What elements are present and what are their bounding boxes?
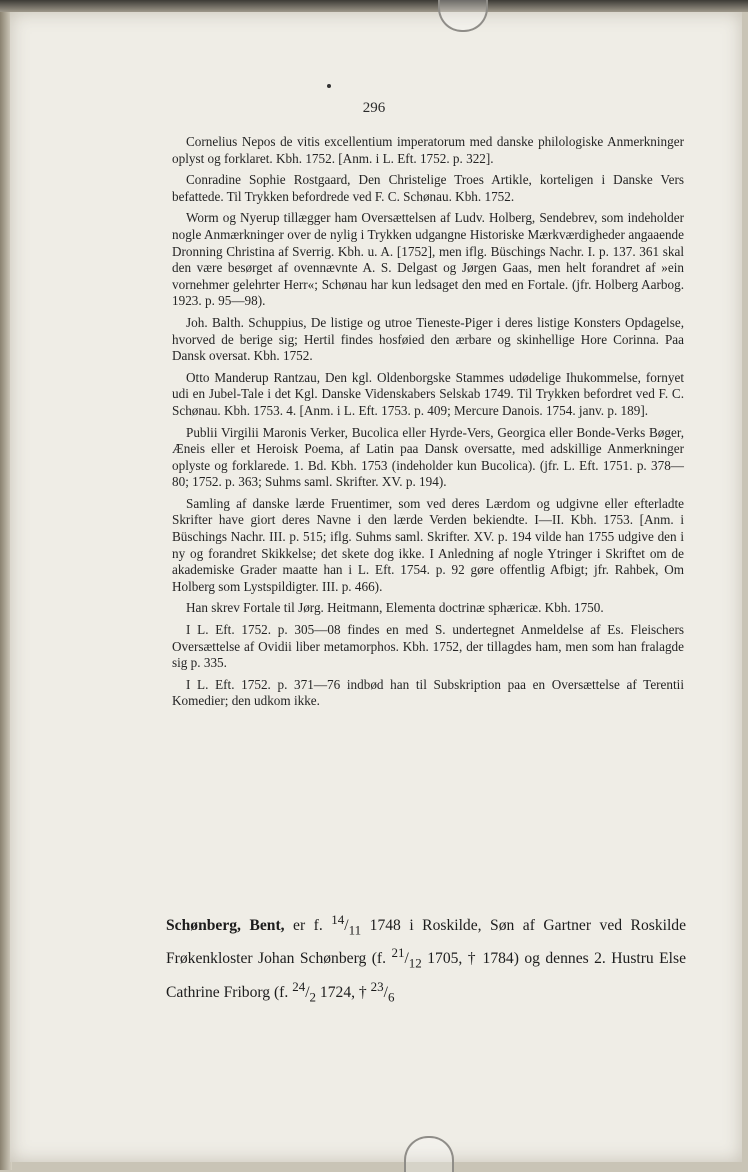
mother-death-day: 23 <box>370 978 384 994</box>
biography-entry: Schønberg, Bent, er f. $^{14}/_{11}$ 1748 i Roskilde, Søn af Gartner ved Roskilde Frøkenkloster Johan Schønberg (f. $^{21}/_{12}$ 1705, † 1784) og dennes 2. Hustru Else Cathrine Friborg (f. $^{24}/_2$ 1724, † $^{23}/_6$ <box>166 912 686 1004</box>
ink-dot <box>327 84 331 88</box>
entry-text: 1705, † 1784) og dennes 2. Hustru Else Cathrine Friborg (f. <box>166 950 686 1001</box>
paragraph: I L. Eft. 1752. p. 371—76 indbød han til Subskription paa en Oversættelse af Terentii Komedier; den udkom ikke. <box>172 676 684 709</box>
mother-birth-day: 24 <box>292 978 306 994</box>
paragraph: Joh. Balth. Schuppius, De listige og utroe Tieneste-Piger i deres listige Konsters Opdagelse, hvorved de berige sig; Hertil findes hosføied den ærbare og skinhellige Hore Corinna. Paa Dansk oversat. Kbh. 1752. <box>172 314 684 364</box>
paragraph: Otto Manderup Rantzau, Den kgl. Oldenborgske Stammes udødelige Ihukommelse, fornyet udi en Jubel-Tale i det Kgl. Danske Videnskabers Selskab 1749. Til Trykken befordret ved F. C. Schønau. Kbh. 1753. 4. [Anm. i L. Eft. 1753. p. 409; Mercure Danois. 1754. janv. p. 189]. <box>172 369 684 418</box>
mother-birth-month: 2 <box>309 988 317 1004</box>
paragraph: Samling af danske lærde Fruentimer, som ved deres Lærdom og udgivne eller efterladte Skrifter have giort deres Navne i den lærde Verden bekiendte. I—II. Kbh. 1753. [Anm. i Büschings Nachr. III. p. 515; iflg. Suhms saml. Skrifter. XV. p. 194 vilde han 1755 udgive den i ny og forandret Skikkelse; det skete dog ikke. I Anledning af nogle Ytringer i Skriftet om de akademiske Grader maatte han i L. Eft. 1754. p. 92 gøre offentlig Afbigt; jfr. Rahbek, Om Holberg som Lystspildigter. III. p. 466). <box>172 495 684 594</box>
entry-text: 1748 i Roskilde, Søn af Gartner ved Roskilde Frøkenkloster Johan Schønberg (f. <box>166 917 686 968</box>
paragraph: I L. Eft. 1752. p. 305—08 findes en med S. undertegnet Anmeldelse af Es. Fleischers Oversættelse af Ovidii liber metamorphos. Kbh. 1752, der tillagdes ham, men som han fralagde sig p. 335. <box>172 622 684 671</box>
birth-month: 11 <box>348 922 362 938</box>
paragraph: Publii Virgilii Maronis Verker, Bucolica eller Hyrde-Vers, Georgica eller Bonde-Verks Bøger, Æneis eller et Heroisk Poema, af Latin paa Dansk oversatte, med adskillige Anmerkninger oplyste og forklarede. 1. Bd. Kbh. 1753 (indeholder kun Bucolica). (jfr. L. Eft. 1751. p. 378—80; 1752. p. 363; Suhms saml. Skrifter. XV. p. 194). <box>172 424 684 490</box>
bibliography-text <box>172 134 684 715</box>
mother-death-month: 6 <box>387 988 395 1004</box>
father-birth-month: 12 <box>408 955 422 971</box>
birth-day: 14 <box>331 912 345 927</box>
paragraph: Han skrev Fortale til Jørg. Heitmann, Elementa doctrinæ sphæricæ. Kbh. 1750. <box>186 600 604 616</box>
paragraph: Conradine Sophie Rostgaard, Den Christelige Troes Artikle, korteligen i Danske Vers befattede. Til Trykken befordrede ved F. C. Schønau. Kbh. 1752. <box>172 172 684 204</box>
entry-text: 1724, † <box>316 983 371 1001</box>
paragraph: Cornelius Nepos de vitis excellentium imperatorum med danske philologiske Anmerkninger oplyst og forklaret. Kbh. 1752. [Anm. i L. Eft. 1752. p. 322]. <box>172 134 684 166</box>
born-label: er f. <box>284 917 332 935</box>
scan-top-edge <box>0 0 748 12</box>
father-birth-day: 21 <box>391 945 405 961</box>
entry-name: Schønberg, Bent, <box>166 917 285 935</box>
paragraph: Worm og Nyerup tillægger ham Oversættelsen af Ludv. Holberg, Sendebrev, som indeholder nogle Anmærkninger over de nylig i Trykken udgangne Historiske Mærkværdigheder angaaende Dronning Christina af Sverrig. Kbh. u. A. [1752], men iflg. Büschings Nachr. I. p. 137. 361 skal den være besørget af ovennævnte A. S. Delgast og Jørgen Gaas, men helt forandret af »ein vornehmer gelehrter Herr«; Schønau har kun ledsaget den med en Fortale. (jfr. Holberg Aarbog. 1923. p. 95—98). <box>172 210 684 309</box>
page-number: 296 <box>362 100 386 116</box>
